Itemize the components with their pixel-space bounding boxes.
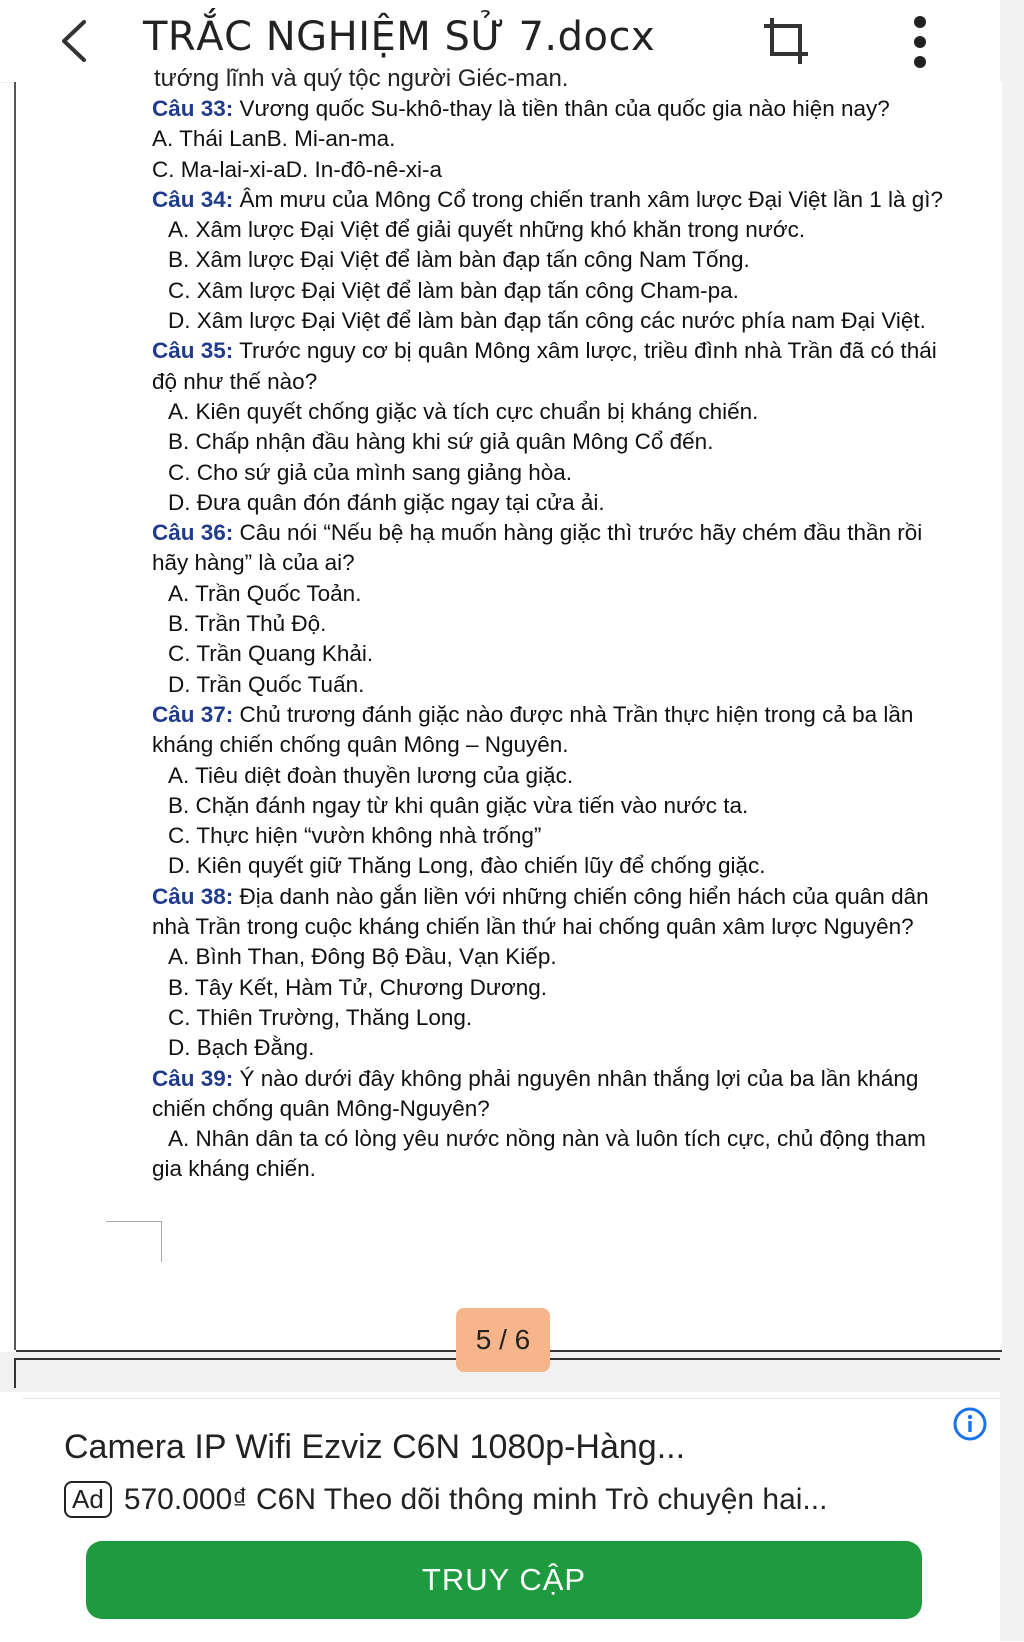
option-continuation: gia kháng chiến. xyxy=(152,1156,316,1182)
more-vertical-icon xyxy=(905,14,935,70)
scroll-track[interactable] xyxy=(1000,0,1024,1641)
ad-details xyxy=(64,1481,827,1518)
question-34: Câu 34: Âm mưu của Mông Cổ trong chiến tranh xâm lược Đại Việt lần 1 là gì? xyxy=(152,186,944,212)
option-c: C. Thực hiện “vườn không nhà trống” xyxy=(168,823,542,849)
option-d: D. Kiên quyết giữ Thăng Long, đào chiến lũy để chống giặc. xyxy=(168,853,766,879)
option-d: D. Trần Quốc Tuấn. xyxy=(168,671,365,697)
question-38: Câu 38: Địa danh nào gắn liền với những chiến công hiển hách của quân dân xyxy=(152,883,929,909)
more-options-button[interactable] xyxy=(905,14,935,70)
document-body xyxy=(16,94,1002,1185)
option-a: A. Bình Than, Đông Bộ Đầu, Vạn Kiếp. xyxy=(168,944,557,970)
question-33: Câu 33: Vương quốc Su-khô-thay là tiền thân của quốc gia nào hiện nay? xyxy=(152,96,890,121)
info-icon xyxy=(952,1406,988,1442)
document-page[interactable] xyxy=(14,65,1002,1350)
option-b: B. Chấp nhận đầu hàng khi sứ giả quân Mông Cổ đến. xyxy=(168,429,714,455)
question-39: Câu 39: Ý nào dưới đây không phải nguyên nhân thắng lợi của ba lần kháng xyxy=(152,1065,919,1091)
document-title: TRẮC NGHIỆM SỬ 7.docx xyxy=(143,14,656,60)
option-d: D. Xâm lược Đại Việt để làm bàn đạp tấn công các nước phía nam Đại Việt. xyxy=(168,308,926,334)
chevron-left-icon xyxy=(50,16,100,66)
ad-info-button[interactable] xyxy=(952,1406,988,1442)
option-a: A. Tiêu diệt đoàn thuyền lương của giặc. xyxy=(168,762,574,788)
option-b: B. Xâm lược Đại Việt để làm bàn đạp tấn công Nam Tống. xyxy=(168,247,750,273)
option-a: A. Trần Quốc Toản. xyxy=(168,580,362,606)
next-page-left-edge xyxy=(14,1358,16,1388)
crop-icon xyxy=(758,12,816,70)
question-36: Câu 36: Câu nói “Nếu bệ hạ muốn hàng giặc thì trước hãy chém đầu thần rồi xyxy=(152,520,923,546)
question-continuation: chiến chống quân Mông-Nguyên? xyxy=(152,1095,490,1121)
page-corner-mark xyxy=(106,1221,162,1262)
ad-badge: Ad xyxy=(64,1481,112,1518)
back-button[interactable] xyxy=(50,16,100,66)
option-line: A. Thái LanB. Mi-an-ma. xyxy=(152,126,396,152)
cutoff-line: tướng lĩnh và quý tộc người Giéc-man. xyxy=(154,65,569,92)
option-c: C. Trần Quang Khải. xyxy=(168,641,374,667)
option-c: C. Cho sứ giả của mình sang giảng hòa. xyxy=(168,459,573,485)
question-continuation: độ như thế nào? xyxy=(152,368,318,394)
question-37: Câu 37: Chủ trương đánh giặc nào được nhà Trần thực hiện trong cả ba lần xyxy=(152,701,914,727)
option-b: B. Chặn đánh ngay từ khi quân giặc vừa tiến vào nước ta. xyxy=(168,792,749,818)
option-c: C. Xâm lược Đại Việt để làm bàn đạp tấn công Cham-pa. xyxy=(168,277,739,303)
option-a: A. Xâm lược Đại Việt để giải quyết những khó khăn trong nước. xyxy=(168,217,806,243)
question-continuation: hãy hàng” là của ai? xyxy=(152,550,355,576)
option-c: C. Thiên Trường, Thăng Long. xyxy=(168,1004,473,1030)
ad-description: 570.000₫ C6N Theo dõi thông minh Trò chuyện hai... xyxy=(123,1482,828,1516)
question-continuation: kháng chiến chống quân Mông – Nguyên. xyxy=(152,732,569,758)
option-a: A. Nhân dân ta có lòng yêu nước nồng nàn và luôn tích cực, chủ động tham xyxy=(168,1126,926,1152)
ad-title[interactable]: Camera IP Wifi Ezviz C6N 1080p-Hàng... xyxy=(64,1428,686,1466)
page-indicator: 5 / 6 xyxy=(456,1308,550,1372)
option-d: D. Bạch Đằng. xyxy=(168,1035,315,1061)
option-b: B. Trần Thủ Độ. xyxy=(168,611,327,637)
crop-button[interactable] xyxy=(758,12,816,70)
option-b: B. Tây Kết, Hàm Tử, Chương Dương. xyxy=(168,974,547,1000)
option-line: C. Ma-lai-xi-aD. In-đô-nê-xi-a xyxy=(152,156,443,182)
option-d: D. Đưa quân đón đánh giặc ngay tại cửa ải. xyxy=(168,489,605,515)
option-a: A. Kiên quyết chống giặc và tích cực chuẩn bị kháng chiến. xyxy=(168,398,759,424)
ad-visit-button[interactable]: TRUY CẬP xyxy=(86,1541,922,1619)
question-35: Câu 35: Trước nguy cơ bị quân Mông xâm lược, triều đình nhà Trần đã có thái xyxy=(152,338,937,364)
question-continuation: nhà Trần trong cuộc kháng chiến lần thứ hai chống quân xâm lược Nguyên? xyxy=(152,914,914,940)
